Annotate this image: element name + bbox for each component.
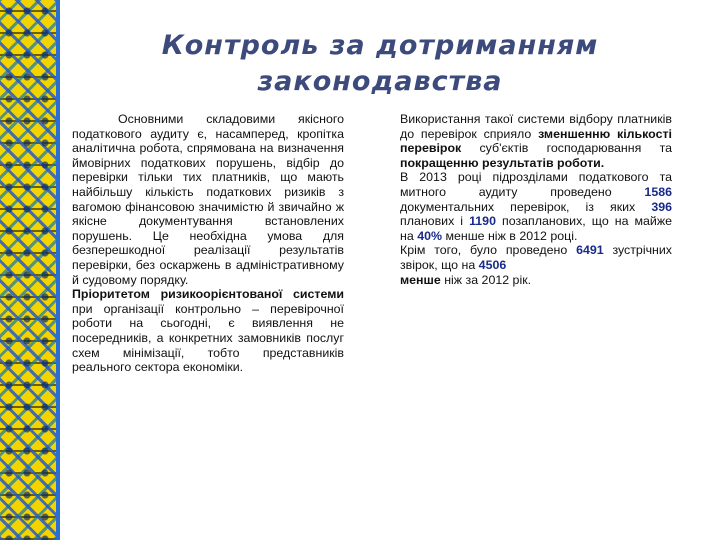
right-p1-bold-2: покращенню результатів роботи.: [400, 155, 605, 170]
left-column: [72, 112, 344, 375]
right-p1-text-a: Використання такої системи відбору платників до перевірок сприяло: [400, 112, 672, 141]
right-p2-text-a: В 2013 році підрозділами податкового та митного аудиту проведено: [400, 170, 672, 199]
left-paragraph-2: [72, 287, 344, 375]
left-paragraph-1: Основними складовими якісного податкового аудиту є, насамперед, кропітка аналітична робота, спрямована на визначення ймовірних податкових порушень, відбір до перевірки тільки тих платників, що мають найбільшу кількість податкових ризиків з вагомою фінансовою значимістю й звичайно ж якісне документування встановлених порушень. Це необхідна умова для безперешкодної реалізації результатів перевірки, без оскаржень в адміністративному й судовому порядку.: [72, 112, 344, 287]
slide-title: Контроль за дотриманням законодавства: [161, 30, 599, 97]
right-paragraph-2: [400, 170, 672, 243]
right-column: [400, 112, 672, 287]
stat-counter-checks: 6491: [576, 243, 604, 258]
right-p3-text-a: Крім того, було проведено: [400, 243, 577, 258]
priority-bold-text: Пріоритетом ризикоорієнтованої системи: [72, 287, 344, 302]
right-p2-text-c: планових і: [400, 214, 470, 229]
stat-planned-audits: 396: [651, 199, 672, 214]
right-p2-text-b: документальних перевірок, із яких: [400, 199, 652, 214]
right-paragraph-1: [400, 112, 672, 170]
left-paragraph-2-rest: при організації контрольно – перевірочної роботи на сьогодні, є виявлення не посередників, а конкретних замовників послуг схем мінімізації, тобто представників реального сектора економіки.: [72, 301, 344, 375]
right-p3-text-b: зустрічних звірок, що на: [400, 243, 672, 272]
ornament-edge-line: [56, 0, 60, 540]
right-p1-bold-1: зменшенню кількості перевірок: [400, 126, 672, 156]
right-paragraph-3: [400, 243, 672, 287]
right-p2-text-e: менше ніж в 2012 році.: [442, 228, 578, 243]
right-p1-text-b: суб'єктів господарювання та: [461, 141, 672, 156]
right-p2-text-d: позапланових, що на майже на: [400, 214, 673, 243]
decorative-ornament-border: [0, 0, 56, 540]
stat-total-audits: 1586: [644, 184, 672, 199]
right-p3-bold: менше: [400, 272, 441, 287]
right-p3-text-c: ніж за 2012 рік.: [440, 272, 532, 287]
stat-percent-decrease: 40%: [417, 228, 442, 243]
stat-counter-decrease: 4506: [478, 257, 507, 272]
stat-unplanned-audits: 1190: [469, 214, 496, 229]
